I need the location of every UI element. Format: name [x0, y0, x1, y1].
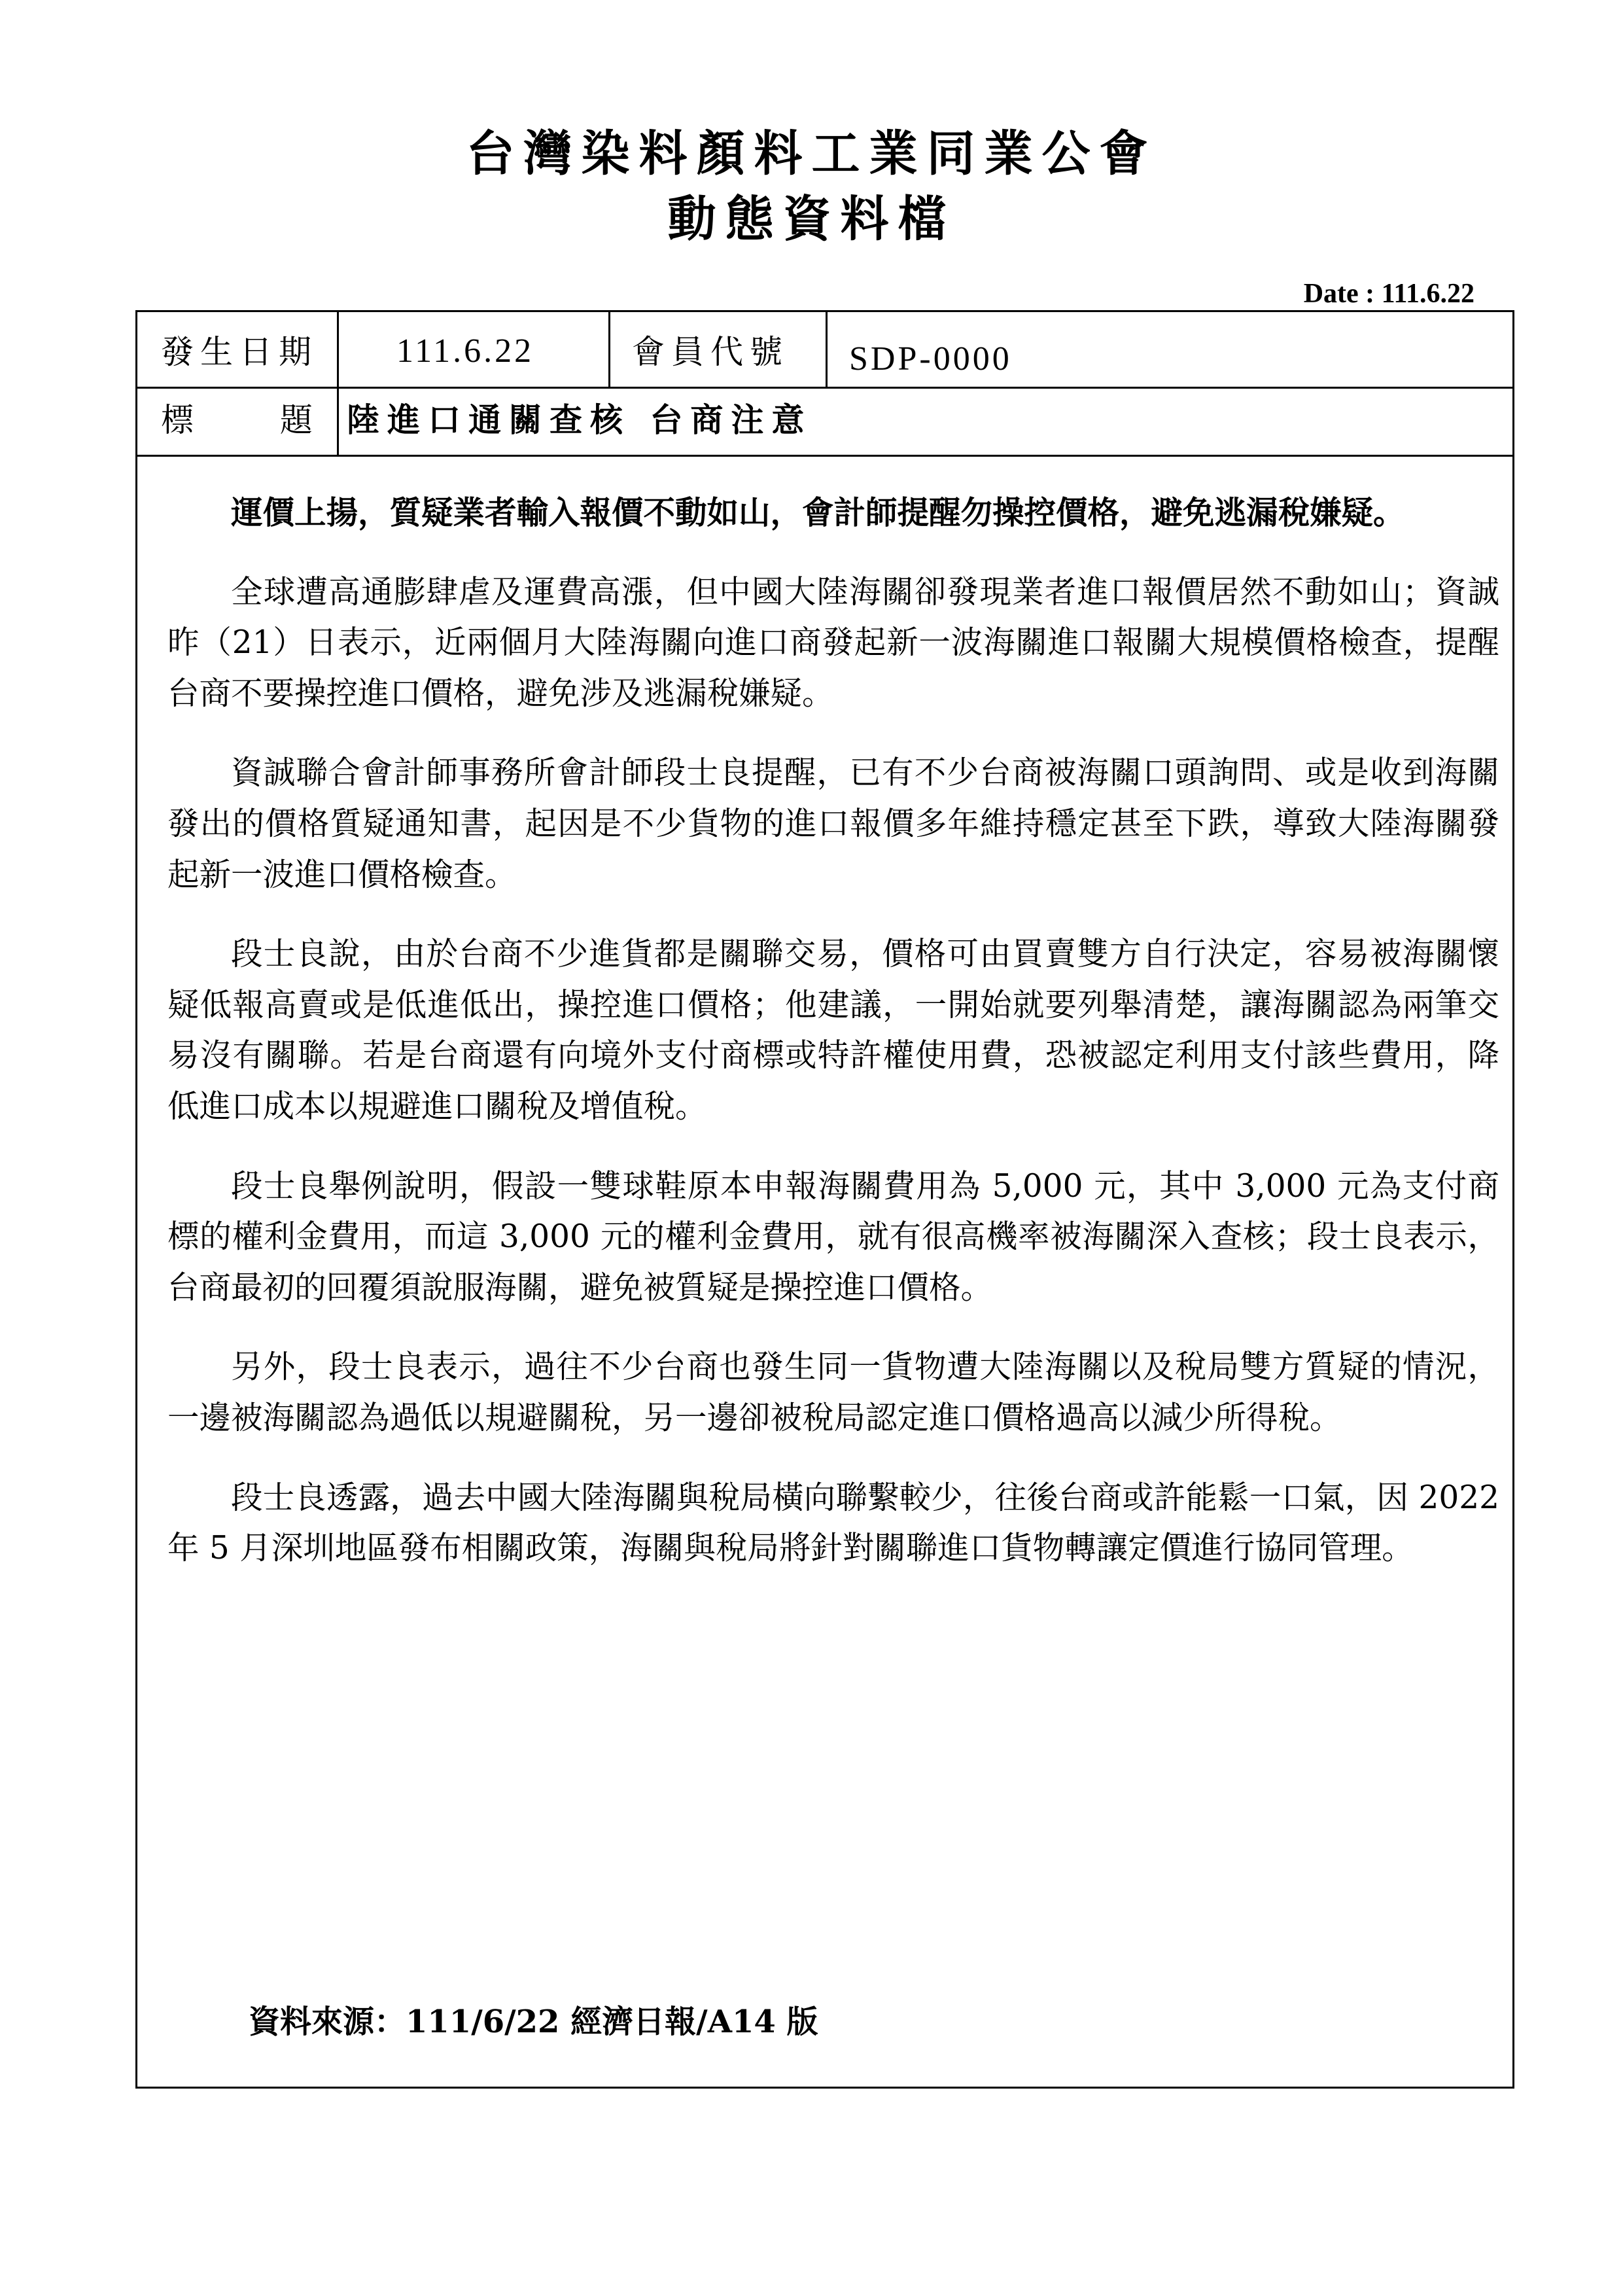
article-paragraph: 另外，段士良表示，過往不少台商也發生同一貨物遭大陸海關以及稅局雙方質疑的情況，一邊被海關認為過低以規避關稅，另一邊卻被稅局認定進口價格過高以減少所得稅。 [167, 1349, 1499, 1436]
article-paragraph: 段士良透露，過去中國大陸海關與稅局橫向聯繫較少，往後台商或許能鬆一口氣，因 2022 年 5 月深圳地區發布相關政策，海關與稅局將針對關聯進口貨物轉讓定價進行協同管理。 [167, 1479, 1499, 1567]
occurrence-date-label: 發生日期 [161, 333, 318, 371]
article-paragraph: 資誠聯合會計師事務所會計師段士良提醒，已有不少台商被海關口頭詢問、或是收到海關發出的價格質疑通知書，起因是不少貨物的進口報價多年維持穩定甚至下跌，導致大陸海關發起新一波進口價格檢查。 [167, 754, 1499, 893]
table-col-divider [337, 387, 339, 455]
article-lead: 運價上揚，質疑業者輸入報價不動如山，會計師提醒勿操控價格，避免逃漏稅嫌疑。 [231, 494, 1405, 531]
table-col-divider [826, 312, 828, 387]
document-date: Date : 111.6.22 [1303, 279, 1475, 309]
member-code-value: SDP-0000 [849, 340, 1012, 378]
table-row-divider [137, 387, 1512, 389]
document-title: 台灣染料顏料工業同業公會 [466, 126, 1157, 182]
article-paragraph: 段士良舉例說明，假設一雙球鞋原本申報海關費用為 5,000 元，其中 3,000 元為支付商標的權利金費用，而這 3,000 元的權利金費用，就有很高機率被海關深入查核；段士良表示，台商最初的回覆須說服海關，避免被質疑是操控進口價格。 [167, 1167, 1499, 1306]
document-subtitle: 動態資料檔 [667, 191, 956, 247]
subject-value: 陸進口通關查核 台商注意 [347, 400, 812, 439]
subject-label [161, 401, 313, 439]
member-code-label: 會員代號 [632, 333, 789, 371]
source-citation: 資料來源：111/6/22 經濟日報/A14 版 [249, 2004, 818, 2040]
table-col-divider [608, 312, 610, 387]
article-paragraph: 段士良說，由於台商不少進貨都是關聯交易，價格可由買賣雙方自行決定，容易被海關懷疑低報高賣或是低進低出，操控進口價格；他建議，一開始就要列舉清楚，讓海關認為兩筆交易沒有關聯。若是台商還有向境外支付商標或特許權使用費，恐被認定利用支付該些費用，降低進口成本以規避進口關稅及增值稅。 [167, 936, 1499, 1125]
table-col-divider [337, 312, 339, 387]
subject-label-char: 標 [161, 401, 194, 439]
article-paragraph: 全球遭高通膨肆虐及運費高漲，但中國大陸海關卻發現業者進口報價居然不動如山；資誠昨（21）日表示，近兩個月大陸海關向進口商發起新一波海關進口報關大規模價格檢查，提醒台商不要操控進口價格，避免涉及逃漏稅嫌疑。 [167, 573, 1499, 712]
article-body [167, 487, 1499, 1603]
table-bottom-divider [137, 455, 1512, 457]
subject-label-char: 題 [279, 401, 313, 439]
occurrence-date-value: 111.6.22 [396, 332, 534, 370]
